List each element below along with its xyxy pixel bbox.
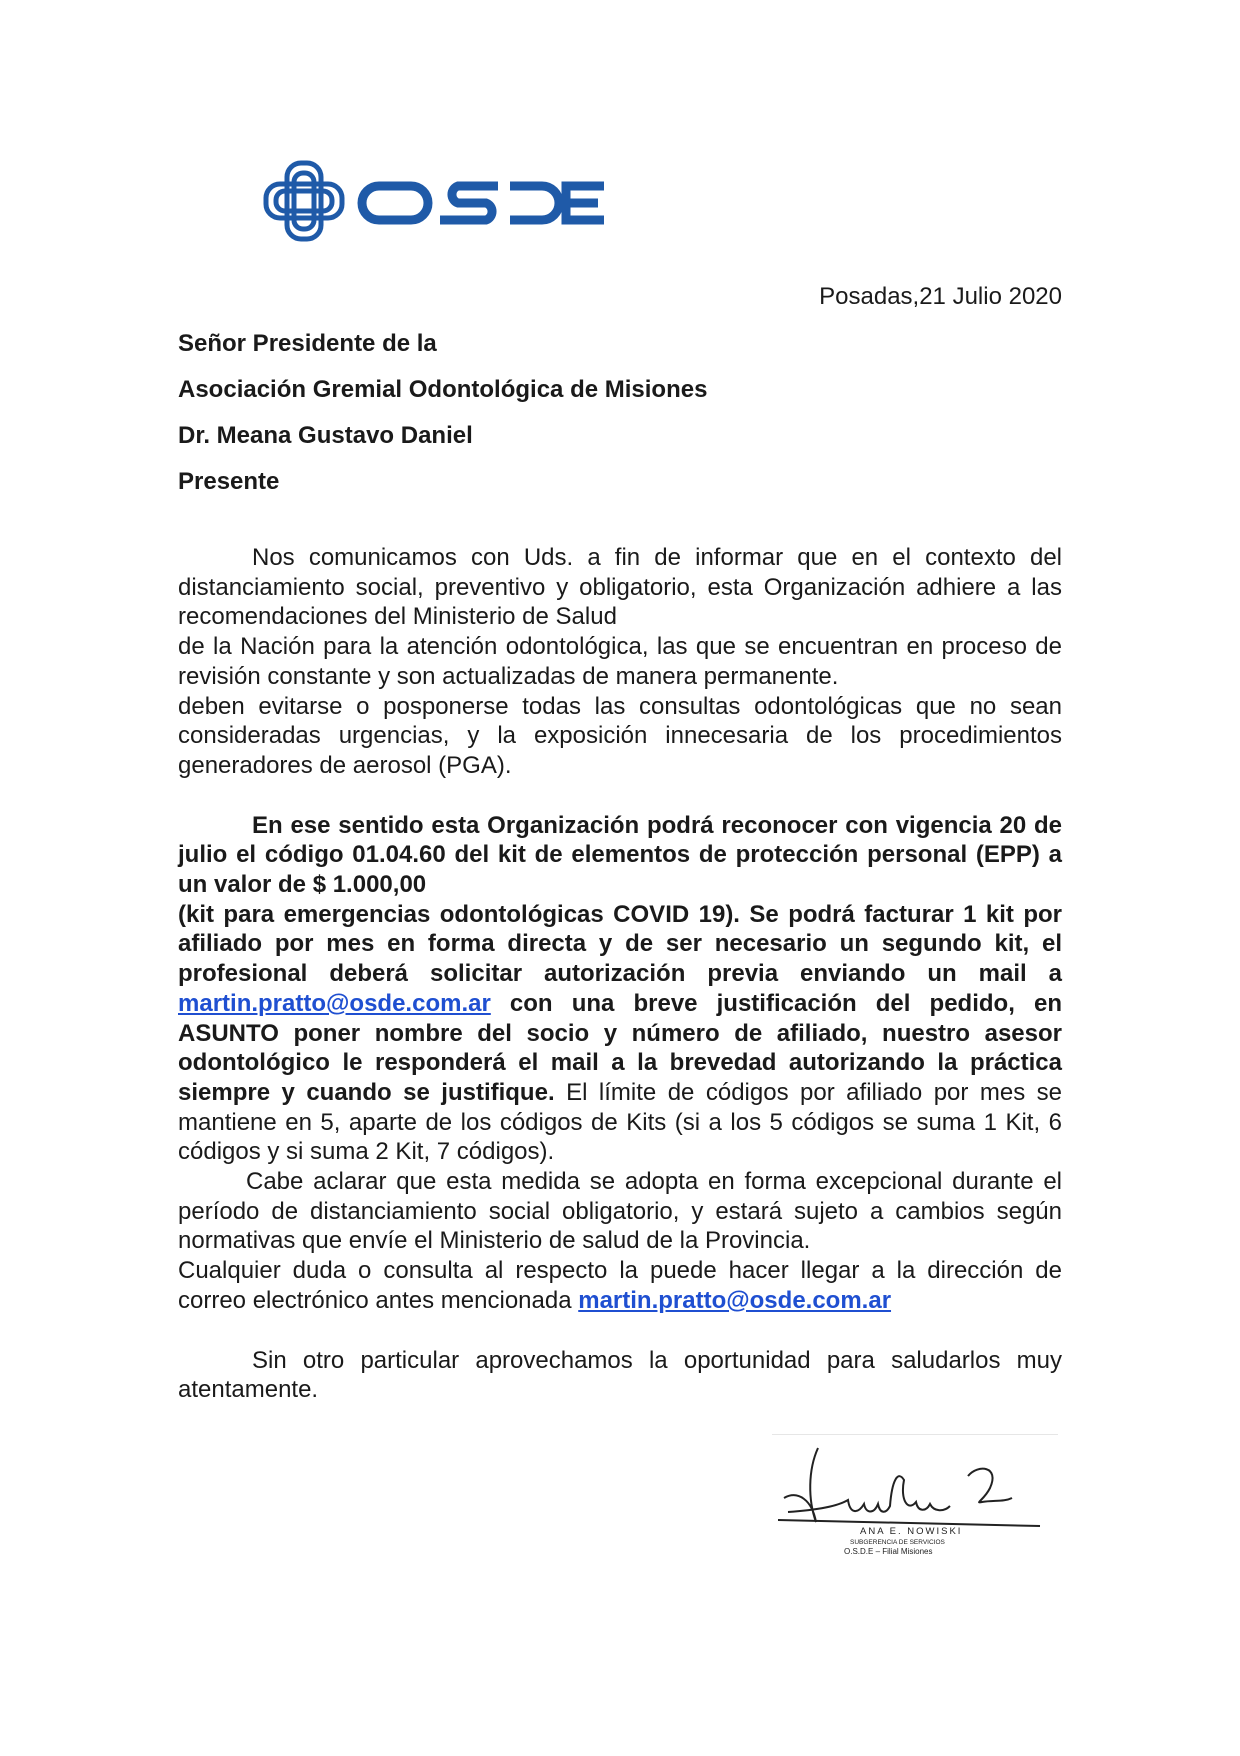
closing-paragraph: Sin otro particular aprovechamos la oportunidad para saludarlos muy atentamente. (178, 1346, 1062, 1404)
paragraph-3b: Cualquier duda o consulta al respecto la puede hacer llegar a la dirección de correo electrónico antes mencionada (178, 1257, 1062, 1314)
paragraph-2-bold-2a: (kit para emergencias odontológicas COVID 19). Se podrá facturar 1 kit por afiliado por mes en forma directa y de ser necesario un segundo kit, el profesional deberá solicitar autorización previa enviando un mail a (178, 900, 1062, 988)
signer-name: ANA E. NOWISKI (860, 1526, 963, 1537)
paragraph-1b: de la Nación para la atención odontológica, las que se encuentran en proceso de revisión constante y son actualizadas de manera permanente. (178, 633, 1062, 690)
osde-logo (262, 160, 608, 242)
paragraph-1c: deben evitarse o posponerse todas las consultas odontológicas que no sean consideradas urgencias, y la exposición innecesaria de los procedimientos generadores de aerosol (PGA). (178, 692, 1062, 779)
email-link-2[interactable]: martin.pratto@osde.com.ar (578, 1286, 892, 1314)
recipient-line-3: Dr. Meana Gustavo Daniel (178, 422, 473, 449)
signature-divider (772, 1434, 1058, 1435)
paragraph-2-normal: El límite de códigos por afiliado por mes se mantiene en 5, aparte de los códigos de Kits (si a los 5 códigos se suma 1 Kit, 6 códigos y si suma 2 Kit, 7 códigos). (178, 1078, 1063, 1166)
letter-body (178, 543, 1062, 1405)
paragraph-2 (178, 900, 1062, 1167)
osde-wordmark (362, 186, 604, 220)
cross-emblem-icon (266, 163, 342, 239)
signer-org: O.S.D.E – Filial Misiones (844, 1547, 933, 1556)
letter-date: Posadas,21 Julio 2020 (819, 283, 1062, 310)
signer-title: SUBGERENCIA DE SERVICIOS (850, 1539, 945, 1546)
signature-stamp (778, 1440, 1058, 1560)
handwritten-signature (778, 1448, 1040, 1526)
paragraph-3a: Cabe aclarar que esta medida se adopta en forma excepcional durante el período de distanciamiento social obligatorio, y estará sujeto a cambios según normativas que envíe el Ministerio de salud de la Provincia. (178, 1168, 1062, 1255)
paragraph-2-bold-2b: con una breve justificación del pedido, en ASUNTO poner nombre del socio y número de afiliado, nuestro asesor odontológico le responderá el mail a la brevedad autorizando la práctica siempre y cuando se justifique. (178, 989, 1062, 1106)
paragraph-2-bold-1: En ese sentido esta Organización podrá reconocer con vigencia 20 de julio el código 01.04.60 del kit de elementos de protección personal (EPP) a un valor de $ 1.000,00 (178, 811, 1062, 899)
paragraph-3b-line (178, 1256, 1062, 1315)
recipient-line-4: Presente (178, 468, 280, 495)
email-link[interactable]: martin.pratto@osde.com.ar (178, 989, 491, 1017)
recipient-line-1: Señor Presidente de la (178, 330, 437, 357)
recipient-block (178, 330, 707, 514)
paragraph-1a: Nos comunicamos con Uds. a fin de informar que en el contexto del distanciamiento social, preventivo y obligatorio, esta Organización adhiere a las recomendaciones del Ministerio de Salud (178, 544, 1062, 631)
recipient-line-2: Asociación Gremial Odontológica de Misiones (178, 376, 708, 403)
